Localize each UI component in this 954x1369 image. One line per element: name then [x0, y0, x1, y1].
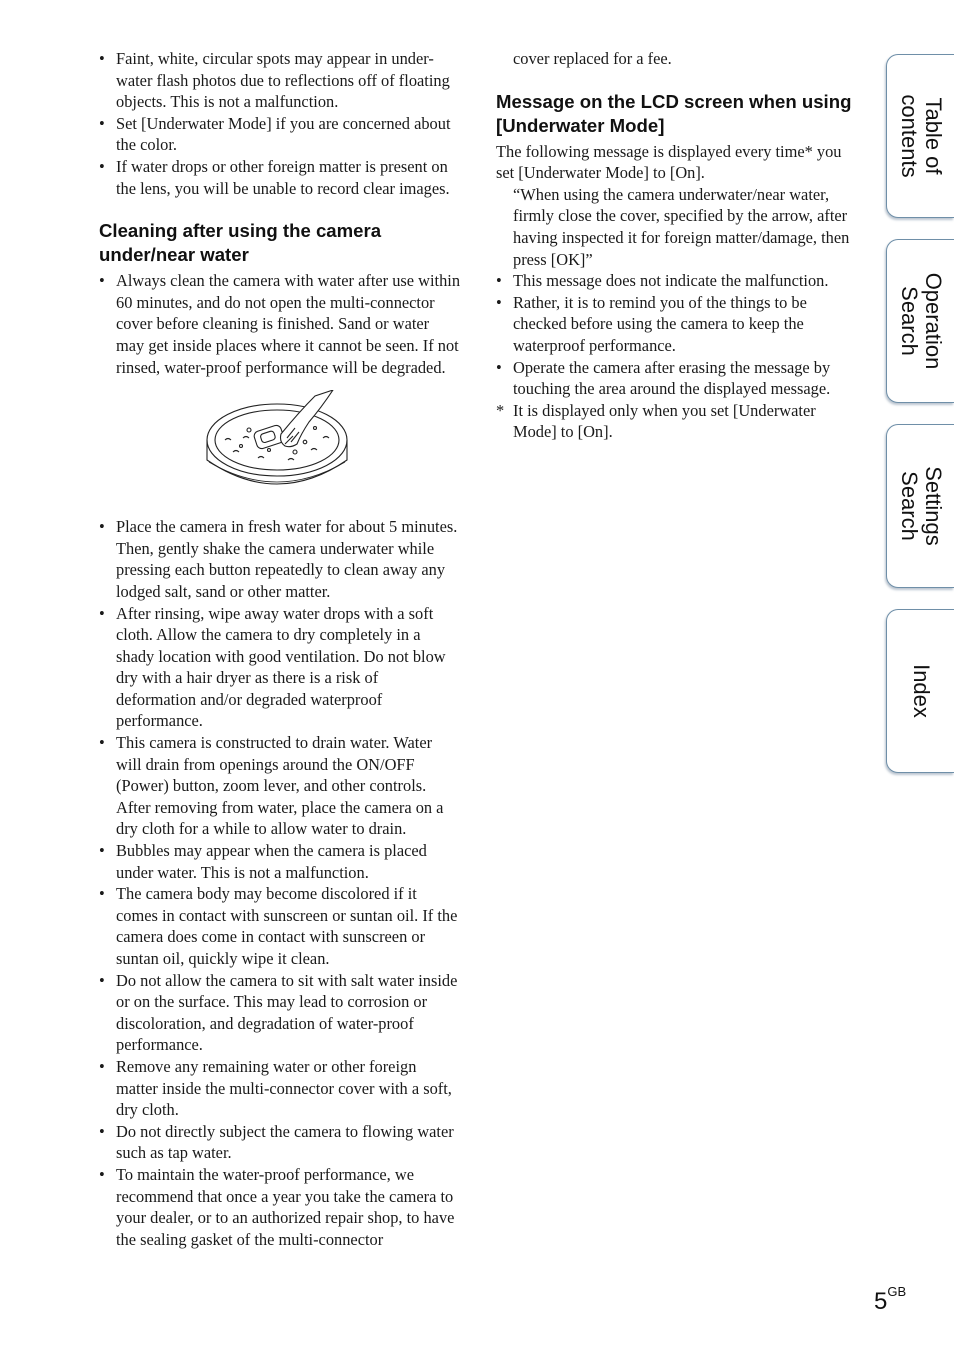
bullet-mark: • — [99, 733, 105, 753]
continued-text: cover replaced for a fee. — [513, 49, 672, 68]
list-item: • This message does not indicate the malfunction. — [496, 271, 829, 291]
cleaning-heading: Cleaning after using the camera under/near water — [99, 220, 382, 266]
bullet-mark: • — [99, 603, 105, 623]
bullet-mark: • — [99, 271, 105, 291]
bullet-mark: • — [99, 1121, 105, 1141]
list-item: • To maintain the water-proof performance, we recommend that once a year you take the camera to your dealer, or to an authorized repair shop, to have the sealing gasket of the multi-connector — [99, 1164, 455, 1249]
list-item: • If water drops or other foreign matter is present on the lens, you will be unable to record clear images. — [99, 156, 450, 198]
tab-label: Operation Search — [896, 272, 946, 370]
bullet-mark: • — [99, 113, 105, 133]
bullet-mark: • — [99, 156, 105, 176]
list-item: • Always clean the camera with water after use within 60 minutes, and do not open the multi-connector cover before cleaning is finished. Sand or water may get inside places where it cannot be seen. If not rinsed, water-proof performance will be degraded. — [99, 271, 461, 377]
list-item: • Bubbles may appear when the camera is placed under water. This is not a malfunction. — [99, 841, 427, 882]
list-item: • After rinsing, wipe away water drops with a soft cloth. Allow the camera to dry completely in a shady location with good ventilation. Do not blow dry with a hair dryer as there is a risk of deformation and/or degraded waterproof performance. — [99, 603, 446, 731]
list-item: • The camera body may become discolored if it comes in contact with sunscreen or suntan oil. If the camera does come in contact with sunscreen or suntan oil, quickly wipe it clean. — [99, 884, 458, 968]
list-item: • Do not directly subject the camera to flowing water such as tap water. — [99, 1121, 454, 1163]
left-column — [99, 48, 461, 1250]
lcd-bullet-list — [496, 270, 858, 443]
bullet-mark: • — [99, 884, 105, 904]
page-number-suffix: GB — [887, 1284, 907, 1299]
tab-index[interactable] — [886, 609, 954, 773]
list-item: • This camera is constructed to drain water. Water will drain from openings around the ON/OFF (Power) button, zoom lever, and other controls. After removing from water, place the camera on a dry cloth for a while to allow water to drain. — [99, 733, 444, 839]
camera-washing-in-basin-illustration — [203, 390, 353, 496]
bullet-mark: • — [99, 49, 105, 68]
bullet-mark: • — [496, 292, 502, 312]
list-item: • Operate the camera after erasing the message by touching the area around the displayed message. — [496, 357, 831, 399]
bullet-mark: • — [496, 357, 502, 377]
bullet-mark: • — [496, 271, 502, 291]
right-column — [496, 48, 858, 443]
bullet-mark: • — [99, 841, 105, 861]
bullet-mark: • — [99, 1164, 105, 1184]
intro-bullet-list — [99, 48, 461, 199]
tab-label: Table of contents — [896, 94, 946, 178]
cleaning-bullet-list-continued — [99, 516, 461, 1250]
tab-label: Index — [908, 664, 934, 718]
list-item: • Place the camera in fresh water for about 5 minutes. Then, gently shake the camera underwater while pressing each button repeatedly to clean away any lodged salt, sand or other matter. — [99, 517, 458, 601]
lcd-intro-paragraph: The following message is displayed every time* you set [Underwater Mode] to [On]. — [496, 141, 842, 183]
camera-washing-illustration — [203, 390, 353, 496]
lcd-message-heading: Message on the LCD screen when using [Underwater Mode] — [496, 90, 852, 136]
lcd-quoted-message: “When using the camera underwater/near water, firmly close the cover, specified by the arrow, after having inspected it for foreign matter/damage, then press [OK]” — [513, 184, 850, 269]
list-item: • Set [Underwater Mode] if you are concerned about the color. — [99, 113, 451, 155]
cleaning-bullet-list — [99, 270, 461, 378]
bullet-mark: • — [99, 970, 105, 990]
tab-label: Settings Search — [896, 466, 946, 546]
page-number: $5^{GB}$ — [874, 1284, 907, 1315]
list-item: • Do not allow the camera to sit with salt water inside or on the surface. This may lead to corrosion or discoloration, and degradation of water-proof performance. — [99, 970, 458, 1055]
list-item: • Remove any remaining water or other foreign matter inside the multi-connector cover with a soft, dry cloth. — [99, 1056, 452, 1120]
bullet-mark: • — [99, 517, 105, 537]
tab-table-of-contents[interactable] — [886, 54, 954, 218]
tab-operation-search[interactable] — [886, 239, 954, 403]
footnote: * It is displayed only when you set [Underwater Mode] to [On]. — [496, 400, 816, 442]
list-item: • Rather, it is to remind you of the things to be checked before using the camera to keep the waterproof performance. — [496, 292, 807, 355]
tab-settings-search[interactable] — [886, 424, 954, 588]
bullet-mark: • — [99, 1056, 105, 1076]
footnote-mark: * — [496, 400, 505, 420]
list-item: • Faint, white, circular spots may appear in under-water flash photos due to reflections off of floating objects. This is not a malfunction. — [99, 49, 450, 112]
